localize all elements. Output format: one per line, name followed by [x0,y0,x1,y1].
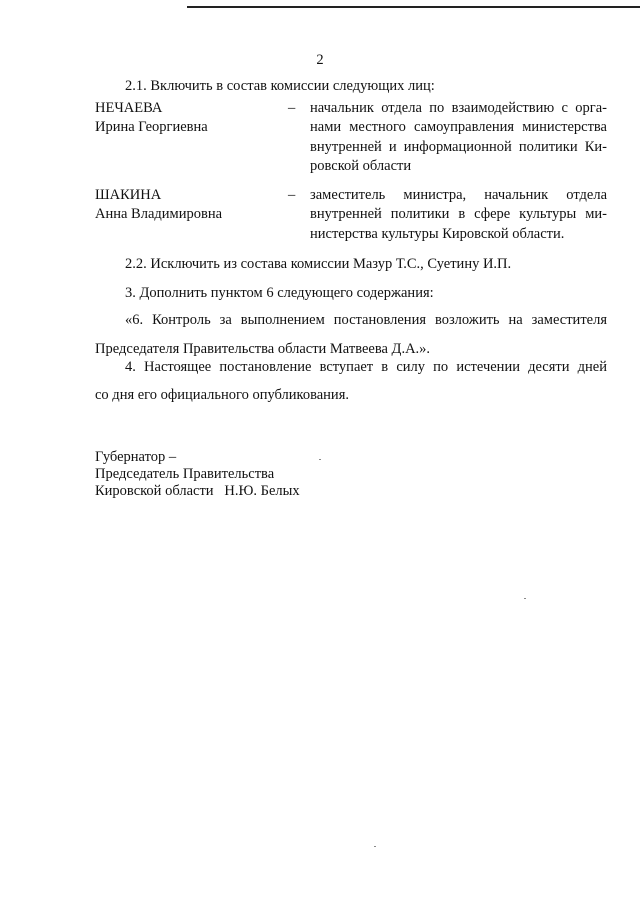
clause-4-line: со дня его официального опубликования. [95,387,349,403]
clause-6-line: «6. Контроль за выполнением постановления возложить на заместителя [125,312,607,328]
member-description-line: нистерства культуры Кировской области. [310,225,565,242]
member-dash: – [288,187,296,203]
member-name: Анна Владимировна [95,206,223,222]
signature-title-line: Председатель Правительства [95,466,275,482]
member-description-line: начальник отдела по взаимодействию с орга- [310,100,607,116]
scan-speck [319,459,321,460]
member-surname: НЕЧАЕВА [95,100,163,116]
signature-title-line: Губернатор – [95,449,177,465]
member-description-line: нами местного самоуправления министерства [310,119,607,136]
clause-6-line: Председателя Правительства области Матвеева Д.А.». [95,341,431,357]
clause-3: 3. Дополнить пунктом 6 следующего содержания: [125,285,434,301]
clause-2-1: 2.1. Включить в состав комиссии следующих лиц: [125,78,435,94]
member-name: Ирина Георгиевна [95,119,208,135]
member-description-line: заместитель министра, начальник отдела [310,187,607,203]
top-rule [187,6,640,8]
member-description-line: внутренней политики в сфере культуры ми- [310,206,607,223]
member-description-line: внутренней и информационной политики Ки- [310,138,607,155]
member-dash: – [288,100,296,116]
clause-2-2: 2.2. Исключить из состава комиссии Мазур Т.С., Суетину И.П. [125,256,512,272]
clause-4-line: 4. Настоящее постановление вступает в силу по истечении десяти дней [125,359,607,375]
page-number: 2 [316,52,324,68]
scan-speck [374,846,376,847]
member-description-line: ровской области [310,157,412,174]
scan-speck [524,598,526,599]
signature-name-line: Кировской области Н.Ю. Белых [95,483,300,499]
member-description [310,99,607,176]
member-description [310,186,607,244]
member-surname: ШАКИНА [95,187,162,203]
